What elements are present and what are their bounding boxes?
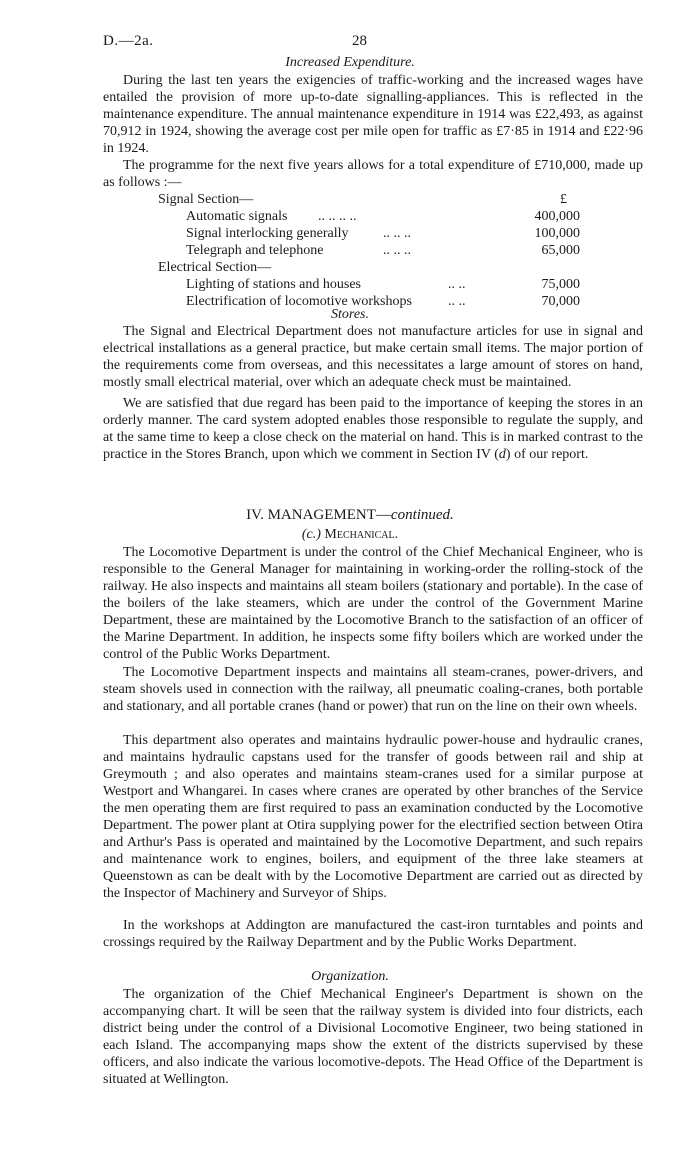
heading-organization: Organization. xyxy=(311,969,389,984)
table-row: Telegraph and telephone .. .. .. 65,000 xyxy=(186,243,580,258)
paragraph-mechanical-3: This department also operates and maintains hydraulic power-house and hydraulic cranes, and maintains hydraulic capstans used for the transfer of goods between rail and ship at Greymouth ; and also operates and maintains steam-cranes used for a similar purpose at Westport and Whangarei. In cases where cranes are operated by other branches of the Service the men operating them are first required to pass an examination conducted by the Locomotive Department. The power plant at Otira supplying power for the electrified section between Otira and Arthur's Pass is operated and maintained by the Locomotive Department, and such repairs and maintenance work to engines, boilers, and equipment of the three lake steamers at Queenstown as can be dealt with by the Locomotive Department are carried out as directed by the Inspector of Machinery and Surveyor of Ships. xyxy=(103,733,643,901)
table-row: Automatic signals .. .. .. .. 400,000 xyxy=(186,209,580,224)
table-row: Signal interlocking generally .. .. .. 100,000 xyxy=(186,226,580,241)
paragraph-increased-expenditure: During the last ten years the exigencies of traffic-working and the increased wages have entailed the provision of more up-to-date signalling-appliances. This is reflected in the maintenance expenditure. The annual maintenance expenditure in 1914 was £22,493, as against 70,912 in 1924, showing the average cost per mile open for traffic as £7·85 in 1914 and £22·96 in 1924. xyxy=(103,73,643,156)
table-row: Electrification of locomotive workshops .. .. 70,000 xyxy=(186,294,580,309)
page-number: 28 xyxy=(352,33,367,49)
section-label-signal: Signal Section— xyxy=(158,192,254,207)
section-title-management: IV. MANAGEMENT—continued. xyxy=(246,507,454,523)
expenditure-table xyxy=(158,191,598,310)
paragraph-mechanical-2: The Locomotive Department inspects and maintains all steam-cranes, power-drivers, and steam shovels used in connection with the railway, all pneumatic coaling-cranes, both portable and stationary, and all portable cranes (hand or power) that run on the line on their own wheels. xyxy=(103,665,643,714)
paragraph-stores-1: The Signal and Electrical Department does not manufacture articles for use in signal and electrical installations as a general practice, but make certain small items. The major portion of the requirements come from overseas, and this necessitates a large amount of stores on hand, mostly small electrical material, over which an adequate check must be maintained. xyxy=(103,324,643,390)
document-reference: D.—2a. xyxy=(103,33,154,49)
paragraph-programme: The programme for the next five years allows for a total expenditure of £710,000, made up as follows :— xyxy=(103,158,643,190)
section-label-electrical: Electrical Section— xyxy=(158,260,272,275)
subsection-title-mechanical: (c.) Mechanical. xyxy=(301,527,399,542)
paragraph-mechanical-4: In the workshops at Addington are manufactured the cast-iron turntables and points and crossings required by the Railway Department and by the Public Works Department. xyxy=(103,918,643,950)
table-row: Lighting of stations and houses .. .. 75,000 xyxy=(186,277,580,292)
currency-header: £ xyxy=(560,192,567,207)
heading-stores: Stores. xyxy=(331,307,369,322)
heading-increased-expenditure: Increased Expenditure. xyxy=(285,55,415,70)
paragraph-organization: The organization of the Chief Mechanical Engineer's Department is shown on the accompanying chart. It will be seen that the railway system is divided into four districts, each district being under the control of a Divisional Locomotive Engineer, two being stationed in each Island. The accompanying maps show the extent of the districts supervised by these officers, and also indicate the various locomotive-depots. The Head Office of the Department is situated at Wellington. xyxy=(103,987,643,1087)
paragraph-stores-2: We are satisfied that due regard has been paid to the importance of keeping the stores in an orderly manner. The card system adopted enables those responsible to regulate the supply, and at the same time to keep a close check on the material on hand. This is in marked contrast to the practice in the Stores Branch, upon which we comment in Section IV (d) of our report. xyxy=(103,396,643,462)
paragraph-mechanical-1: The Locomotive Department is under the control of the Chief Mechanical Engineer, who is responsible to the General Manager for maintaining in working-order the rolling-stock of the railway. He also inspects and maintains all steam boilers (stationary and portable). In the case of the boilers of the lake steamers, which are under the control of the Government Marine Department, these are maintained by the Locomotive Branch to the satisfaction of an officer of the Marine Department. In addition, he inspects some fifty boilers which are worked under the control of the Public Works Department. xyxy=(103,545,643,662)
